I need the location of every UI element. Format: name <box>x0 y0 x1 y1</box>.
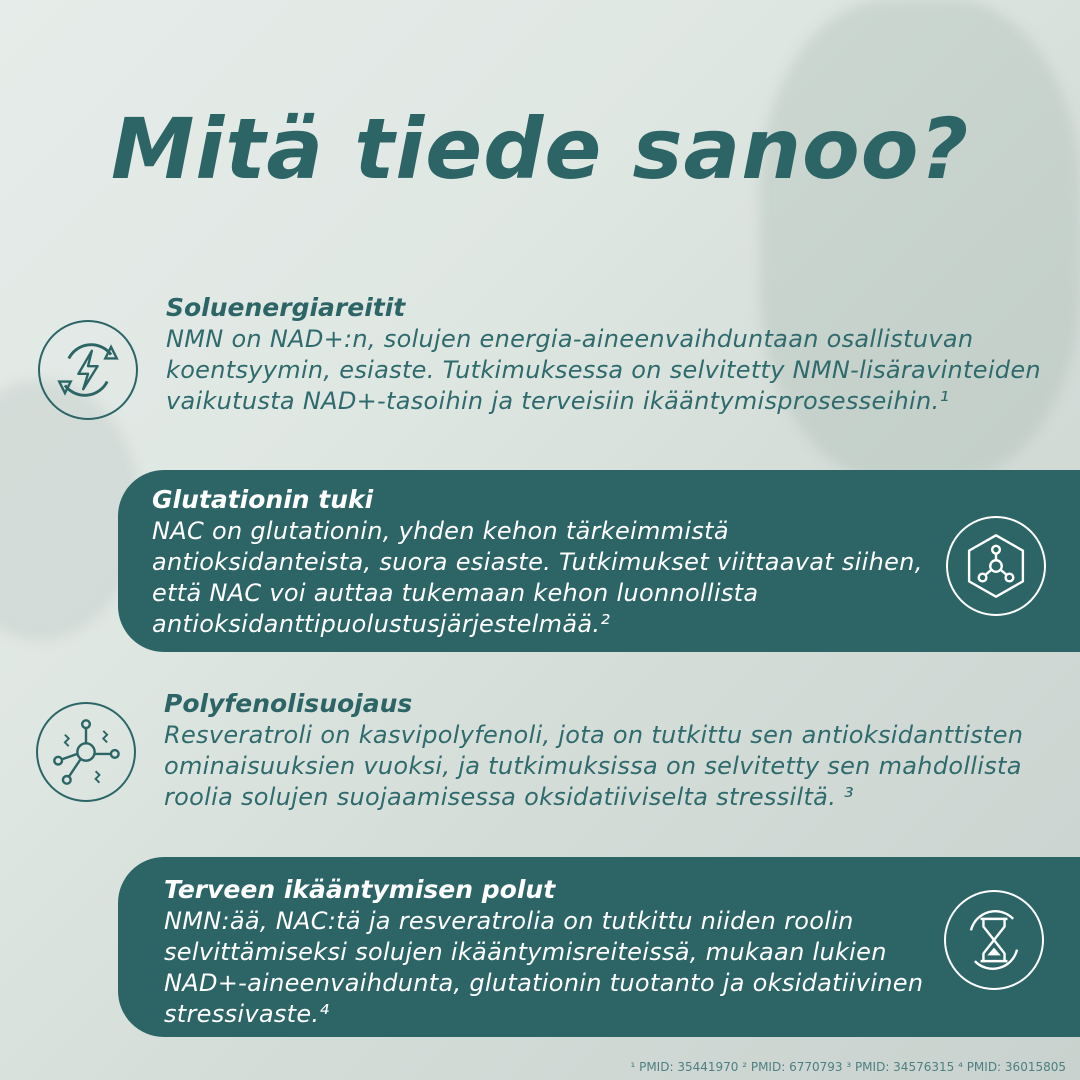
section-heading: Terveen ikääntymisen polut <box>164 875 556 904</box>
section-glutathione <box>152 484 942 640</box>
molecule-burst-icon <box>36 702 136 802</box>
energy-cycle-icon <box>38 320 138 420</box>
section-body: NMN:ää, NAC:tä ja resveratrolia on tutkittu niiden roolin selvittämiseksi solujen ikääntymisreiteissä, mukaan lukien NAD+-aineenvaihdunta, glutationin tuotanto ja oksidatiivinen stressivaste.⁴ <box>164 907 924 1028</box>
section-body: NAC on glutationin, yhden kehon tärkeimmistä antioksidanteista, suora esiaste. Tutkimukset viittaavat siihen, että NAC voi auttaa tukemaan kehon luonnollista antioksidanttipuolustusjärjestelmää.² <box>152 517 923 638</box>
section-cellular-energy <box>166 292 1046 417</box>
molecule-hexagon-icon <box>946 516 1046 616</box>
footnote-references: ¹ PMID: 35441970 ² PMID: 6770793 ³ PMID: 34576315 ⁴ PMID: 36015805 <box>630 1060 1066 1074</box>
section-body: Resveratroli on kasvipolyfenoli, jota on tutkittu sen antioksidanttisten ominaisuuksien vuoksi, ja tutkimuksissa on selvitetty sen mahdollista roolia solujen suojaamisessa oksidatiiviselta stressiltä. ³ <box>164 721 1024 811</box>
section-heading: Glutationin tuki <box>152 485 374 514</box>
page-title: Mitä tiede sanoo? <box>110 100 970 198</box>
section-heading: Polyfenolisuojaus <box>164 689 413 718</box>
section-heading: Soluenergiareitit <box>166 293 406 322</box>
hourglass-icon <box>944 890 1044 990</box>
section-healthy-aging <box>164 874 944 1030</box>
section-polyphenol <box>164 688 1044 813</box>
section-body: NMN on NAD+:n, solujen energia-aineenvaihduntaan osallistuvan koentsyymin, esiaste. Tutkimuksessa on selvitetty NMN-lisäravinteiden vaikutusta NAD+-tasoihin ja terveisiin ikääntymisprosesseihin.¹ <box>166 325 1041 415</box>
